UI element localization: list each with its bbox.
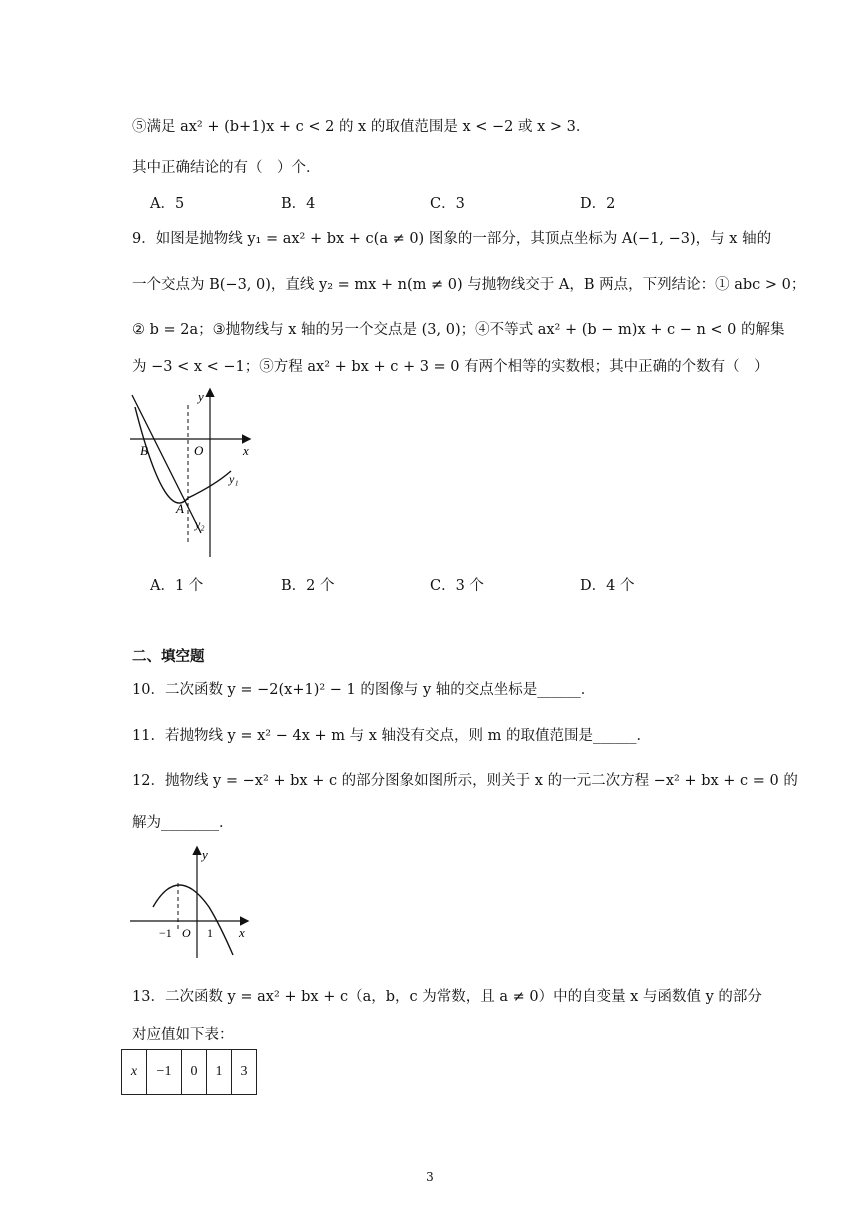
q8-option-b: B．4: [281, 196, 316, 212]
q9-option-b: B．2 个: [281, 578, 335, 594]
line-y2: [132, 395, 201, 533]
q8-stem: 其中正确结论的有（ ）个．: [132, 160, 321, 176]
label-y: y: [198, 389, 204, 404]
q13-line1: 13．二次函数 y = ax² + bx + c（a，b，c 为常数，且 a ≠ 0）中的自变量 x 与函数值 y 的部分: [132, 989, 762, 1005]
parabola: [153, 885, 233, 955]
q12-line2: 解为________．: [132, 815, 234, 831]
page-number: 3: [426, 1170, 434, 1184]
q13-line2: 对应值如下表：: [132, 1027, 234, 1043]
q12-line1: 12．抛物线 y = −x² + bx + c 的部分图象如图所示，则关于 x 的一元二次方程 −x² + bx + c = 0 的: [132, 773, 798, 789]
table-cell: x: [122, 1050, 147, 1095]
q9-parabola-figure: [125, 385, 260, 560]
label-y1: y₁: [229, 472, 239, 486]
q9-option-d: D．4 个: [580, 578, 635, 594]
q10-text: 10．二次函数 y = −2(x+1)² − 1 的图像与 y 轴的交点坐标是______．: [132, 682, 596, 698]
parabola-y1: [135, 407, 231, 503]
label-a: A: [176, 501, 184, 516]
q13-value-table: [121, 1049, 257, 1095]
q8-option-d: D．2: [580, 196, 616, 212]
q9-line2: 一个交点为 B(−3, 0)，直线 y₂ = mx + n(m ≠ 0) 与抛物线交于 A，B 两点，下列结论：① abc > 0；: [132, 277, 806, 293]
label-o: O: [194, 443, 204, 458]
section-title: 二、填空题: [132, 648, 205, 665]
table-row: [122, 1050, 257, 1095]
label-y: y: [202, 847, 208, 862]
q8-item5: ⑤满足 ax² + (b+1)x + c < 2 的 x 的取值范围是 x < −2 或 x > 3．: [132, 119, 591, 135]
q12-parabola-figure: [125, 843, 255, 963]
q9-option-a: A．1 个: [150, 578, 204, 594]
table-cell: 0: [182, 1050, 207, 1095]
q8-option-c: C．3: [430, 196, 465, 212]
label-neg1: −1: [159, 926, 172, 940]
q9-line4: 为 −3 < x < −1；⑤方程 ax² + bx + c + 3 = 0 有两个相等的实数根；其中正确的个数有（ ）: [132, 359, 769, 375]
q8-option-a: A．5: [150, 196, 185, 212]
table-cell: 1: [207, 1050, 232, 1095]
label-b: B: [140, 443, 148, 458]
table-cell: 3: [232, 1050, 257, 1095]
label-o: O: [182, 926, 191, 940]
table-cell: −1: [147, 1050, 182, 1095]
label-x: x: [239, 925, 245, 940]
label-y2: y₂: [195, 517, 205, 531]
q11-text: 11．若抛物线 y = x² − 4x + m 与 x 轴没有交点，则 m 的取值范围是______．: [132, 728, 651, 744]
label-x: x: [243, 443, 249, 458]
label-1: 1: [207, 926, 213, 940]
q9-line3: ② b = 2a；③抛物线与 x 轴的另一个交点是 (3, 0)；④不等式 ax² + (b − m)x + c − n < 0 的解集: [132, 322, 785, 338]
q9-option-c: C．3 个: [430, 578, 484, 594]
q9-line1: 9．如图是抛物线 y₁ = ax² + bx + c(a ≠ 0) 图象的一部分，其顶点坐标为 A(−1, −3)，与 x 轴的: [132, 231, 772, 247]
